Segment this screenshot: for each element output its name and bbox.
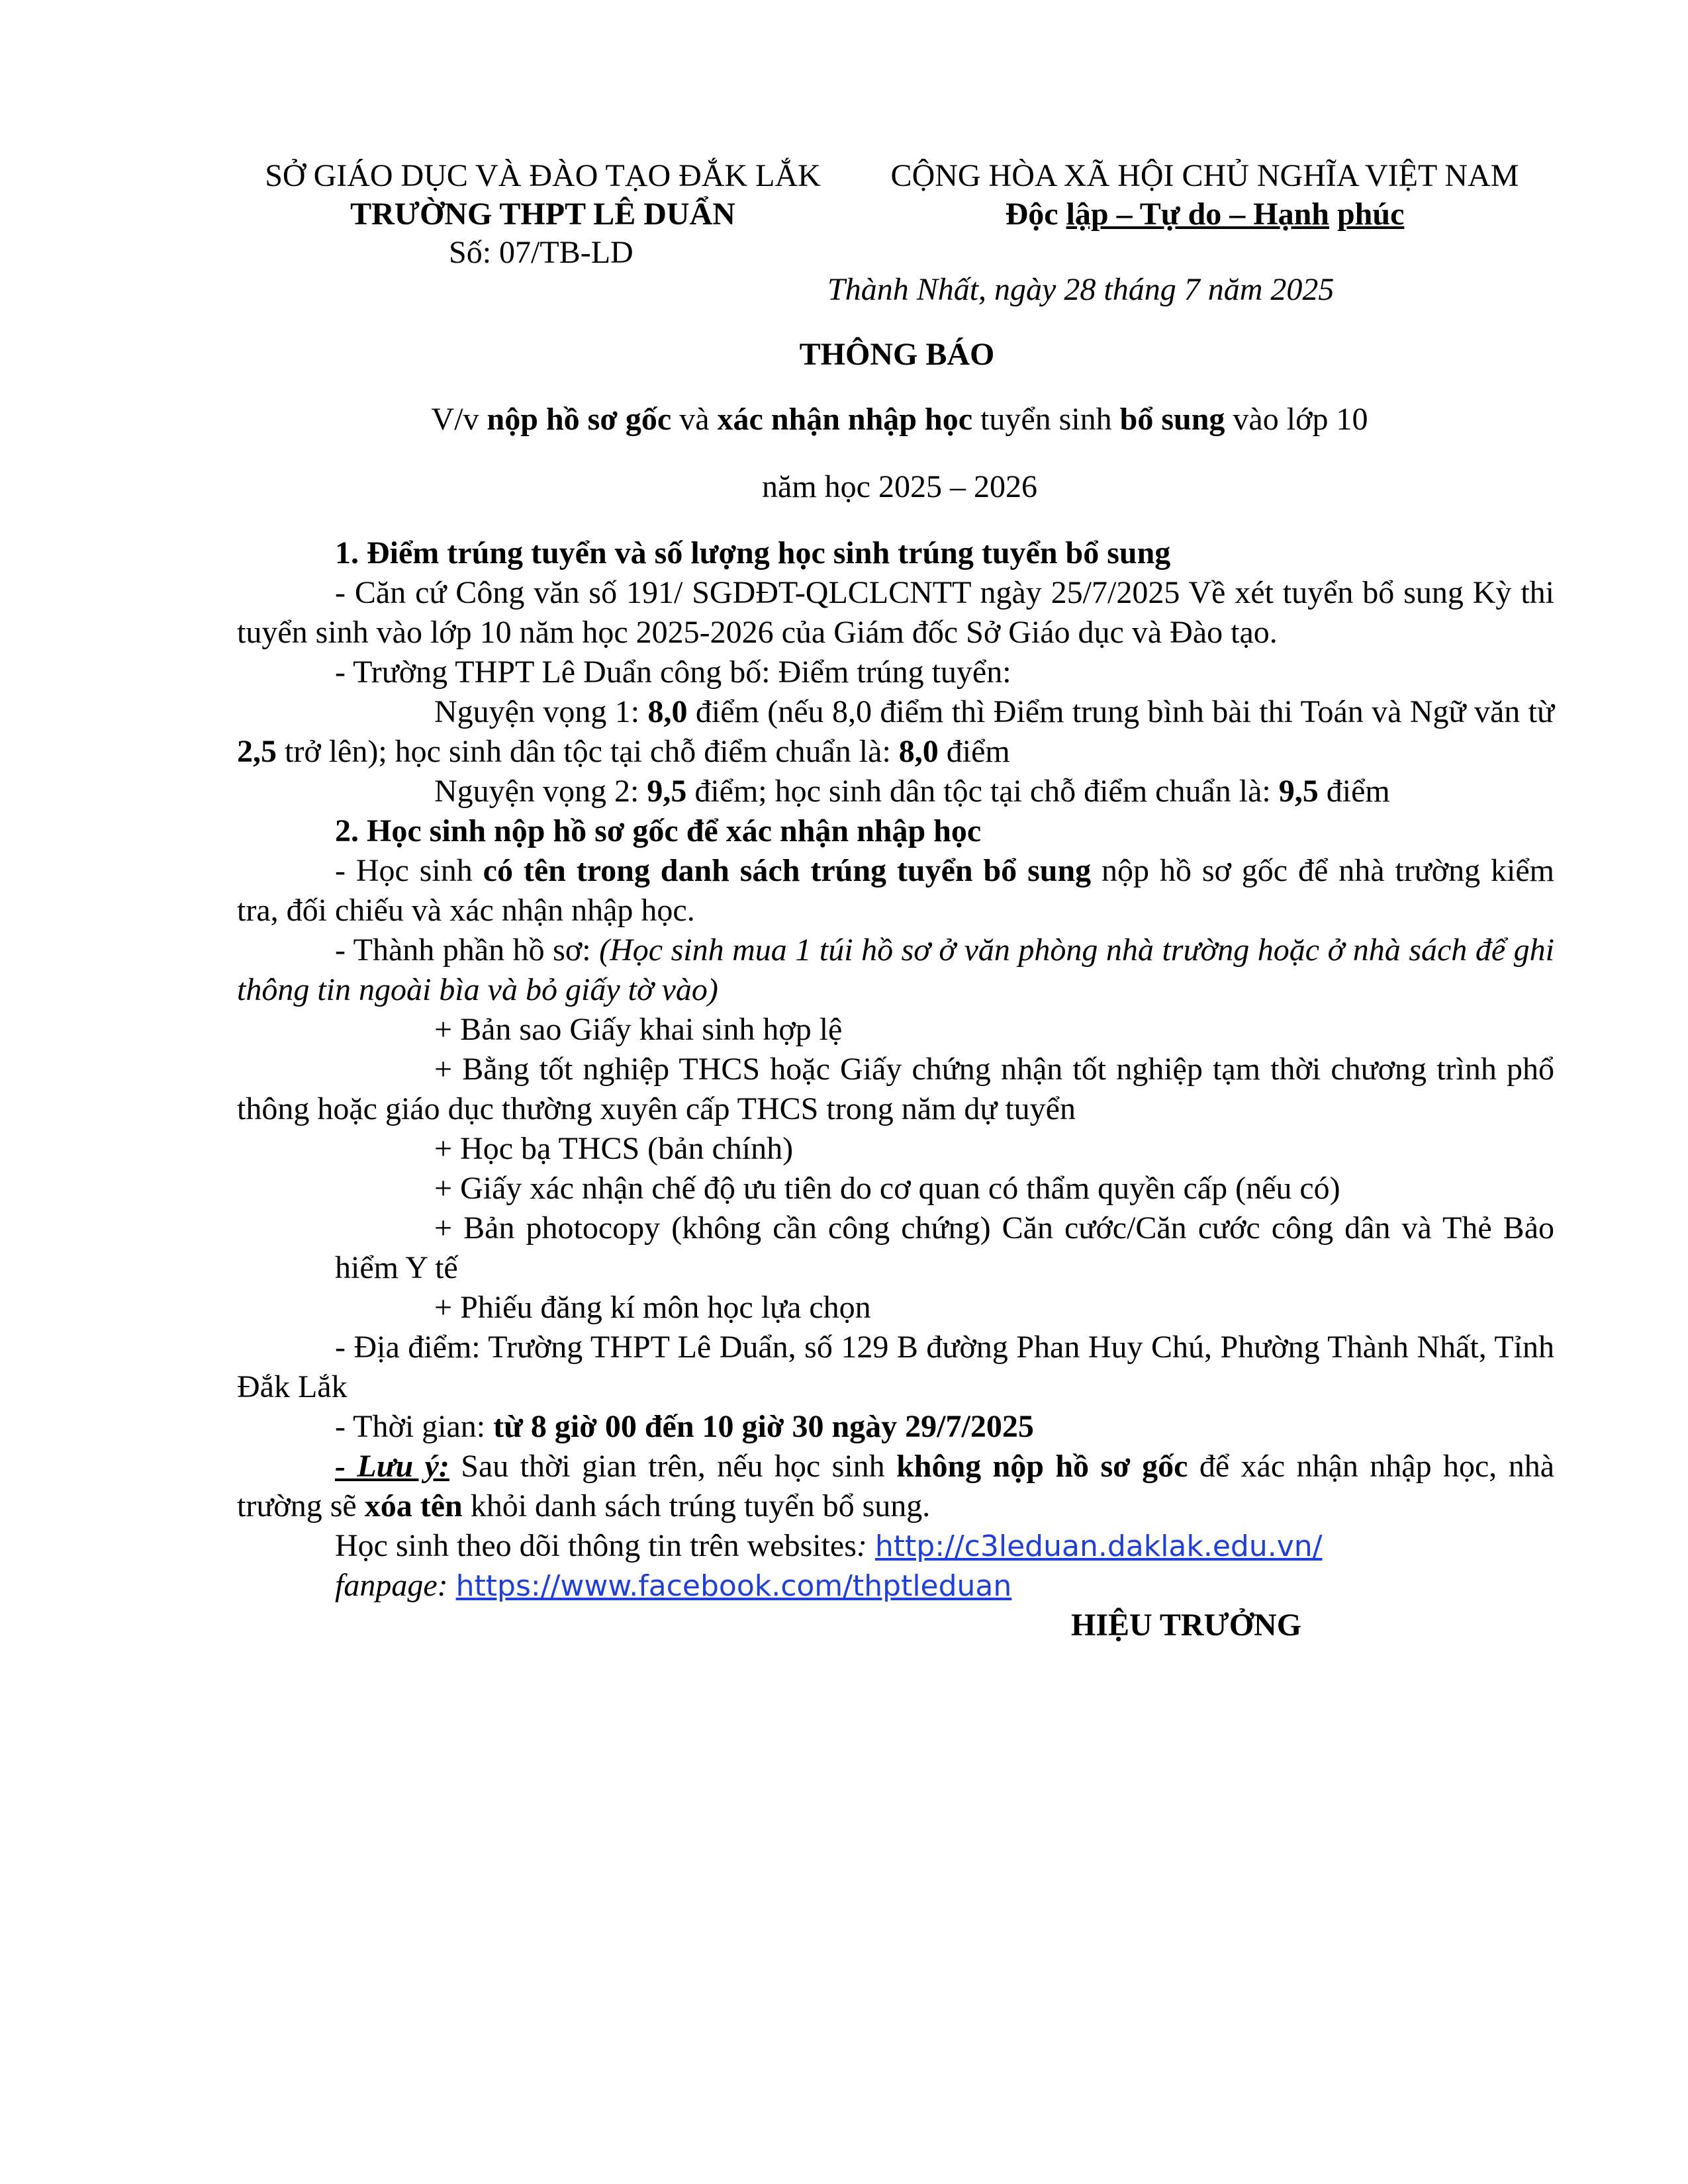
header-school: TRƯỜNG THPT LÊ DUẨN <box>350 197 735 232</box>
document-item-2: + Bằng tốt nghiệp THCS hoặc Giấy chứng nhận tốt nghiệp tạm thời chương trình phổ thông hoặc giáo dục thường xuyên cấp THCS trong năm dự tuyển <box>237 1052 1554 1126</box>
section-2-note: - Lưu ý: Sau thời gian trên, nếu học sinh không nộp hồ sơ gốc để xác nhận nhập học, nhà trường sẽ xóa tên khỏi danh sách trúng tuyển bổ sung. <box>237 1449 1554 1524</box>
section-2-heading: 2. Học sinh nộp hồ sơ gốc để xác nhận nhập học <box>335 813 982 848</box>
section-1-basis: - Căn cứ Công văn số 191/ SGDĐT-QLCLCNTT ngày 25/7/2025 Về xét tuyển bổ sung Kỳ thi tuyển sinh vào lớp 10 năm học 2025-2026 của Giám đốc Sở Giáo dục và Đào tạo. <box>237 575 1554 650</box>
document-item-4: + Giấy xác nhận chế độ ưu tiên do cơ quan có thẩm quyền cấp (nếu có) <box>434 1171 1340 1206</box>
header-agency: SỞ GIÁO DỤC VÀ ĐÀO TẠO ĐẮK LẮK <box>265 158 821 193</box>
section-2-documents-intro: - Thành phần hồ sơ: (Học sinh mua 1 túi hồ sơ ở văn phòng nhà trường hoặc ở nhà sách để ghi thông tin ngoài bìa và bỏ giấy tờ vào) <box>237 933 1554 1007</box>
header-motto: Độc lập – Tự do – Hạnh phúc <box>1005 197 1405 232</box>
place-date: Thành Nhất, ngày 28 tháng 7 năm 2025 <box>827 272 1335 307</box>
section-2-location: - Địa điểm: Trường THPT Lê Duẩn, số 129 B đường Phan Huy Chú, Phường Thành Nhất, Tỉnh Đắk Lắk <box>237 1330 1554 1404</box>
section-2-time: - Thời gian: từ 8 giờ 00 đến 10 giờ 30 ngày 29/7/2025 <box>335 1409 1034 1444</box>
document-item-6: + Phiếu đăng kí môn học lựa chọn <box>434 1290 871 1325</box>
follow-fanpage-line: fanpage: https://www.facebook.com/thptleduan <box>335 1568 1012 1603</box>
fanpage-link[interactable]: https://www.facebook.com/thptleduan <box>455 1569 1012 1603</box>
follow-website-line: Học sinh theo dõi thông tin trên websites: http://c3leduan.daklak.edu.vn/ <box>335 1528 1323 1563</box>
notice-title: THÔNG BÁO <box>799 337 995 372</box>
section-1-choice-1: Nguyện vọng 1: 8,0 điểm (nếu 8,0 điểm thì Điểm trung bình bài thi Toán và Ngữ văn từ 2,5 trở lên); học sinh dân tộc tại chỗ điểm chuẩn là: 8,0 điểm <box>237 694 1554 769</box>
section-1-heading: 1. Điểm trúng tuyển và số lượng học sinh trúng tuyển bổ sung <box>335 535 1171 570</box>
notice-subject: V/v nộp hồ sơ gốc và xác nhận nhập học tuyển sinh bổ sung vào lớp 10 <box>431 402 1368 437</box>
header-country: CỘNG HÒA XÃ HỘI CHỦ NGHĨA VIỆT NAM <box>890 158 1519 193</box>
website-link[interactable]: http://c3leduan.daklak.edu.vn/ <box>874 1529 1323 1563</box>
document-number: Số: 07/TB-LD <box>449 235 633 270</box>
document-item-3: + Học bạ THCS (bản chính) <box>434 1131 794 1166</box>
section-1-choice-2: Nguyện vọng 2: 9,5 điểm; học sinh dân tộc tại chỗ điểm chuẩn là: 9,5 điểm <box>434 774 1390 809</box>
document-item-1: + Bản sao Giấy khai sinh hợp lệ <box>434 1012 843 1047</box>
section-1-announce: - Trường THPT Lê Duẩn công bố: Điểm trúng tuyển: <box>335 655 1011 690</box>
signature-title: HIỆU TRƯỞNG <box>1071 1608 1302 1643</box>
document-item-5: + Bản photocopy (không cần công chứng) Căn cước/Căn cước công dân và Thẻ Bảo hiểm Y tế <box>335 1210 1554 1285</box>
section-2-requirement: - Học sinh có tên trong danh sách trúng tuyển bổ sung nộp hồ sơ gốc để nhà trường kiểm tra, đối chiếu và xác nhận nhập học. <box>237 853 1555 928</box>
notice-school-year: năm học 2025 – 2026 <box>762 469 1037 504</box>
